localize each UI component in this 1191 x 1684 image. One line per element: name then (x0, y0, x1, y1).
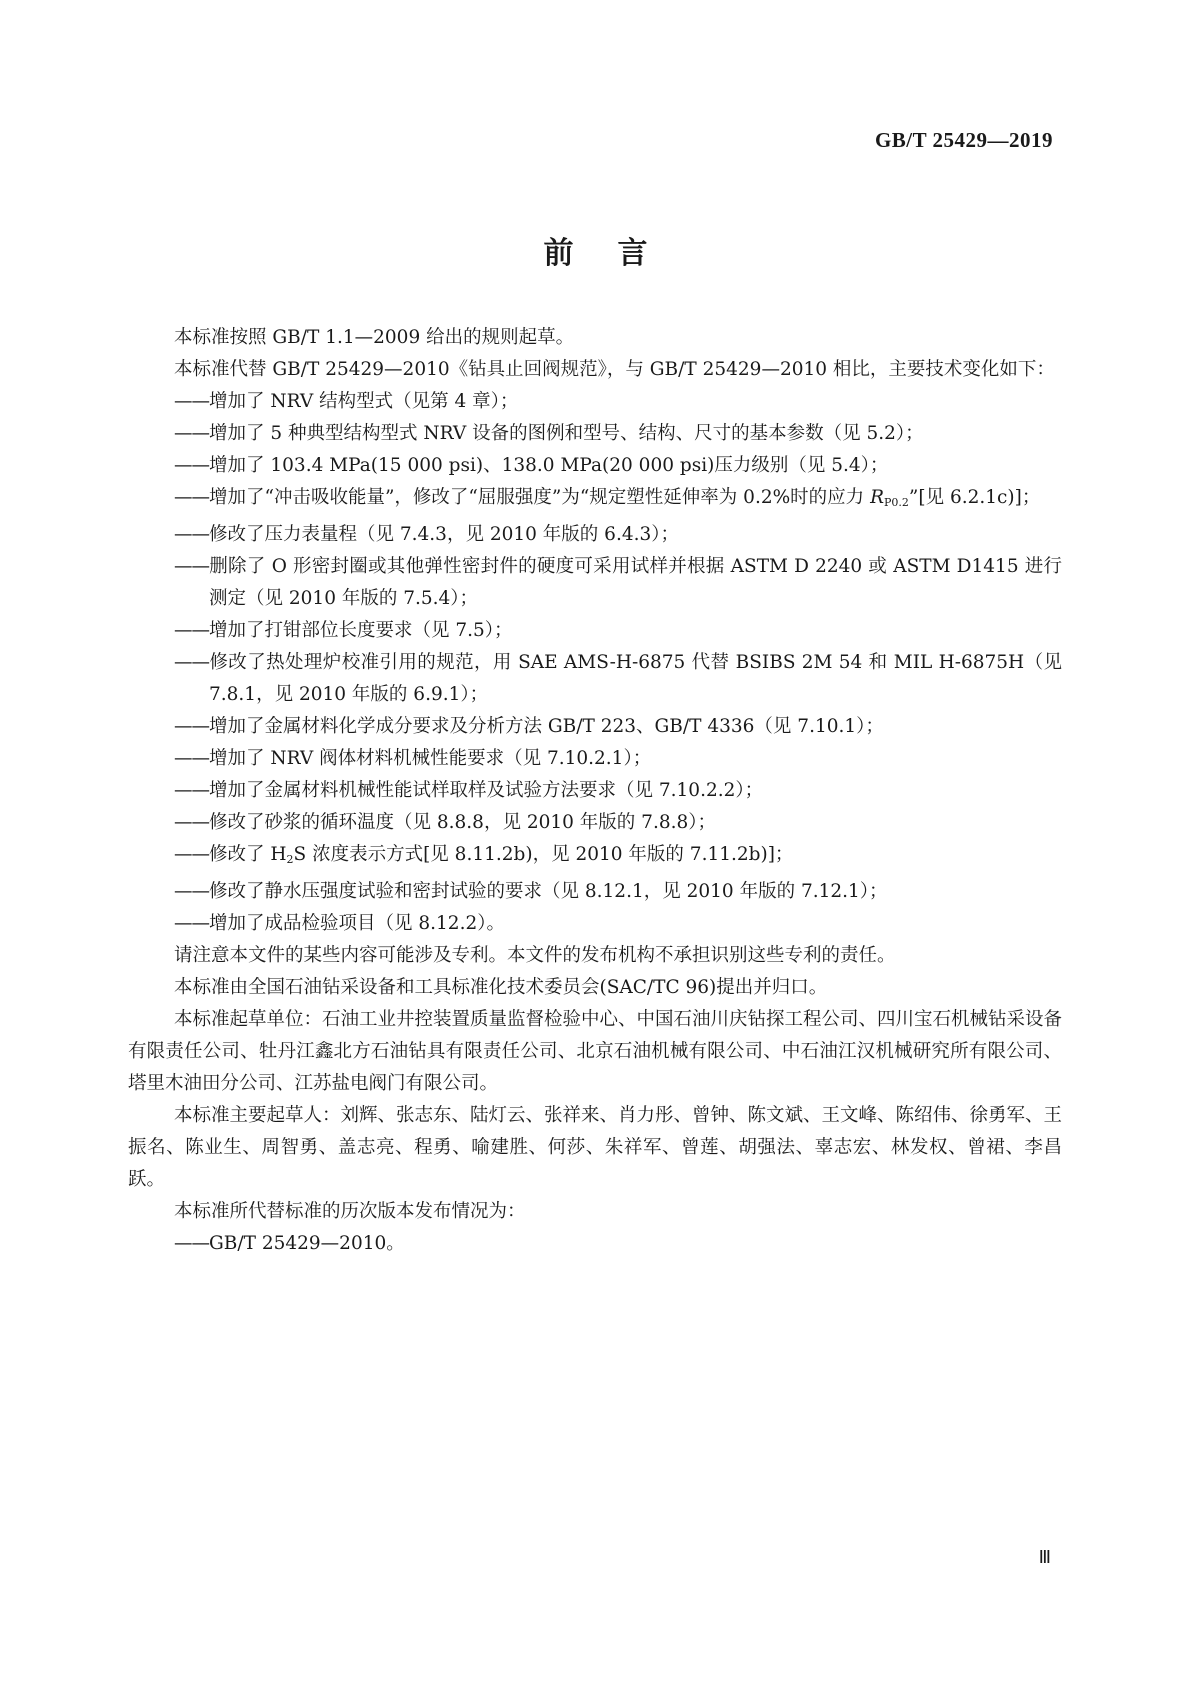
stress-symbol: R (870, 487, 884, 508)
dash: —— (174, 881, 209, 902)
change-item: ——增加了 103.4 MPa(15 000 psi)、138.0 MPa(20 000 psi)压力级别（见 5.4）； (174, 455, 889, 476)
dash: —— (174, 455, 209, 476)
change-item: ——删除了 O 形密封圈或其他弹性密封件的硬度可采用试样并根据 ASTM D 2240 或 ASTM D1415 进行测定（见 2010 年版的 7.5.4）； (174, 556, 1062, 609)
change-item: ——增加了 5 种典型结构型式 NRV 设备的图例和型号、结构、尺寸的基本参数（见 5.2）； (174, 423, 924, 444)
paragraph: 本标准按照 GB/T 1.1—2009 给出的规则起草。 (174, 327, 575, 348)
dash: —— (174, 748, 209, 769)
dash: —— (174, 620, 209, 641)
dash: —— (174, 524, 209, 545)
dash: —— (174, 556, 209, 577)
change-item: ——增加了 NRV 结构型式（见第 4 章）； (174, 391, 519, 412)
change-item: ——增加了打钳部位长度要求（见 7.5）； (174, 620, 513, 641)
change-item: ——修改了砂浆的循环温度（见 8.8.8，见 2010 年版的 7.8.8）； (174, 812, 716, 833)
change-item: ——增加了金属材料机械性能试样取样及试验方法要求（见 7.10.2.2）； (174, 780, 764, 801)
dash: —— (174, 423, 209, 444)
paragraph: 请注意本文件的某些内容可能涉及专利。本文件的发布机构不承担识别这些专利的责任。 (174, 945, 896, 966)
dash: —— (174, 1233, 209, 1254)
change-item: ——修改了压力表量程（见 7.4.3，见 2010 年版的 6.4.3）； (174, 524, 679, 545)
h2s-subscript: 2 (286, 853, 294, 866)
change-item: ——增加了金属材料化学成分要求及分析方法 GB/T 223、GB/T 4336（见 7.10.1）； (174, 716, 884, 737)
dash: —— (174, 812, 209, 833)
dash: —— (174, 487, 209, 508)
page-number: Ⅲ (1038, 1547, 1051, 1567)
dash: —— (174, 716, 209, 737)
change-item: ——增加了成品检验项目（见 8.12.2）。 (174, 913, 505, 934)
document-body (128, 322, 1062, 1260)
dash: —— (174, 844, 209, 865)
change-item: ——增加了 NRV 阀体材料机械性能要求（见 7.10.2.1）； (174, 748, 652, 769)
paragraph: 本标准所代替标准的历次版本发布情况为： (174, 1201, 526, 1222)
paragraph: 本标准起草单位：石油工业井控装置质量监督检验中心、中国石油川庆钻探工程公司、四川宝石机械钻采设备有限责任公司、牡丹江鑫北方石油钻具有限责任公司、北京石油机械有限公司、中石油江汉机械研究所有限公司、塔里木油田分公司、江苏盐电阀门有限公司。 (128, 1009, 1063, 1094)
change-item: ——修改了静水压强度试验和密封试验的要求（见 8.12.1，见 2010 年版的 7.12.1）； (174, 881, 888, 902)
dash: —— (174, 391, 209, 412)
paragraph: 本标准由全国石油钻采设备和工具标准化技术委员会(SAC/TC 96)提出并归口。 (174, 977, 828, 998)
dash: —— (174, 780, 209, 801)
change-item: ——修改了 $H_2S$ 浓度表示方式[见 8.11.2b)，见 2010 年版的 7.11.2b)]； (174, 844, 794, 866)
history-item: ——GB/T 25429—2010。 (174, 1233, 405, 1254)
dash: —— (174, 913, 209, 934)
stress-subscript: P0.2 (884, 496, 909, 509)
page-title: 前言 (543, 236, 692, 271)
dash: —— (174, 652, 209, 673)
change-item: ——修改了热处理炉校准引用的规范，用 SAE AMS-H-6875 代替 BSIBS 2M 54 和 MIL H-6875H（见 7.8.1，见 2010 年版的 6.9.1）； (174, 652, 1062, 705)
standard-number: GB/T 25429—2019 (874, 128, 1053, 152)
change-item: ——增加了“冲击吸收能量”，修改了“屈服强度”为“规定塑性延伸率为 0.2%时的应力 $R_{P0.2}$”[见 6.2.1c)]； (174, 487, 1041, 509)
paragraph: 本标准主要起草人：刘辉、张志东、陆灯云、张祥来、肖力彤、曾钟、陈文斌、王文峰、陈绍伟、徐勇军、王振名、陈业生、周智勇、盖志亮、程勇、喻建胜、何莎、朱祥军、曾莲、胡强法、辜志宏、林发权、曾裙、李昌跃。 (128, 1105, 1063, 1190)
paragraph: 本标准代替 GB/T 25429—2010《钻具止回阀规范》，与 GB/T 25429—2010 相比，主要技术变化如下： (174, 359, 1055, 380)
